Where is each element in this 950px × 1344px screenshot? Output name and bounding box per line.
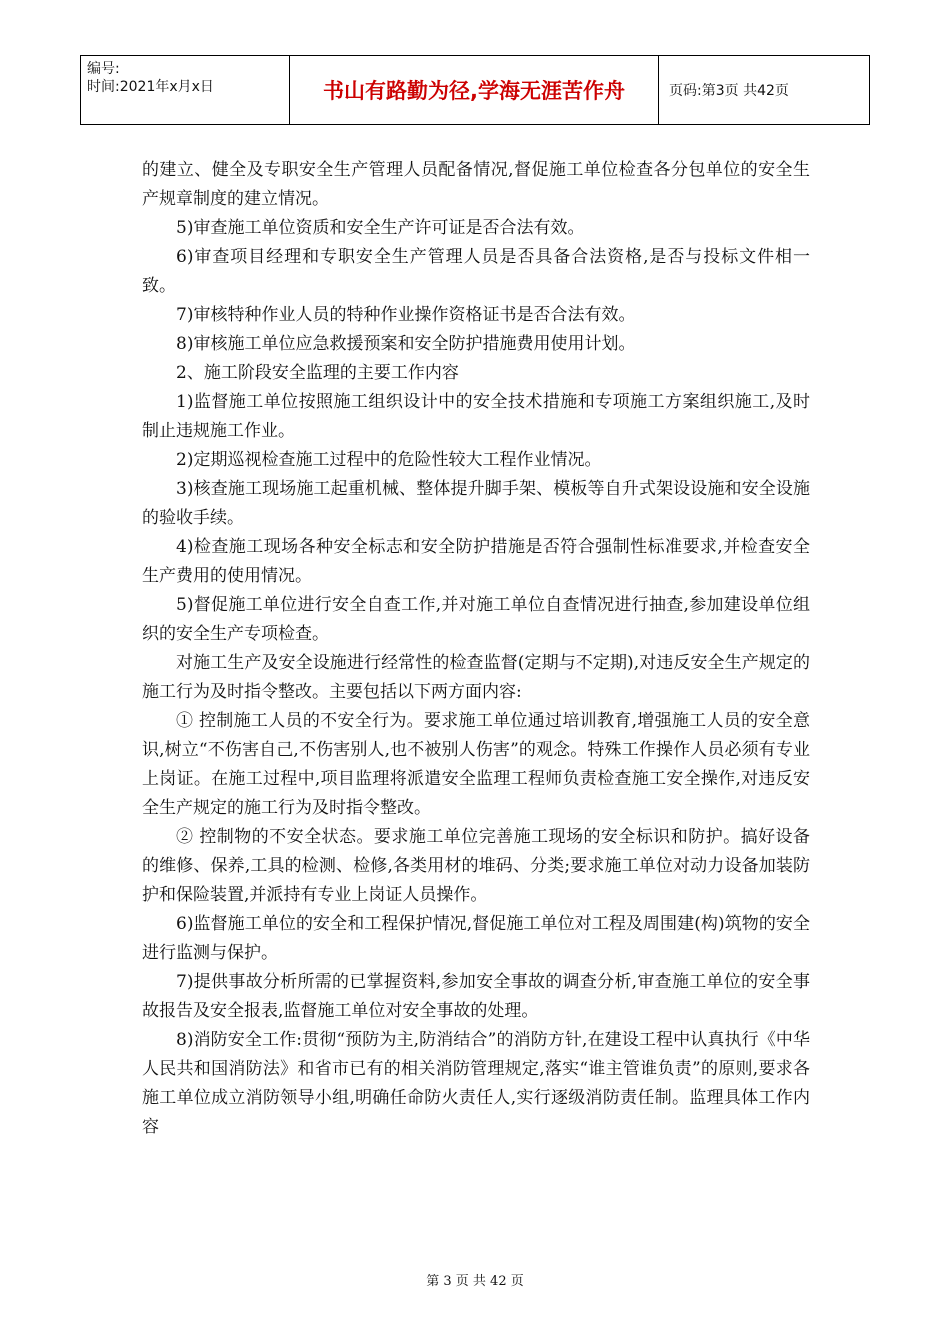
header-meta (81, 56, 290, 124)
paragraph: 的建立、健全及专职安全生产管理人员配备情况,督促施工单位检查各分包单位的安全生产规章制度的建立情况。 (142, 160, 810, 209)
paragraph: 2)定期巡视检查施工过程中的危险性较大工程作业情况。 (176, 450, 602, 470)
paragraph: 4)检查施工现场各种安全标志和安全防护措施是否符合强制性标准要求,并检查安全生产费用的使用情况。 (142, 537, 810, 586)
section-heading: 2、施工阶段安全监理的主要工作内容 (176, 363, 459, 383)
header-page-info: 页码:第3页 共42页 (669, 83, 789, 99)
paragraph: ① 控制施工人员的不安全行为。要求施工单位通过培训教育,增强施工人员的安全意识,树立“不伤害自己,不伤害别人,也不被别人伤害”的观念。特殊工作操作人员必须有专业上岗证。在施工过程中,项目监理将派遣安全监理工程师负责检查施工安全操作,对违反安全生产规定的施工行为及时指令整改。 (142, 711, 810, 818)
paragraph: 对施工生产及安全设施进行经常性的检查监督(定期与不定期),对违反安全生产规定的施工行为及时指令整改。主要包括以下两方面内容: (142, 653, 810, 702)
paragraph: 5)审查施工单位资质和安全生产许可证是否合法有效。 (176, 218, 585, 238)
paragraph: 8)消防安全工作:贯彻“预防为主,防消结合”的消防方针,在建设工程中认真执行《中华人民共和国消防法》和省市已有的相关消防管理规定,落实“谁主管谁负责”的原则,要求各施工单位成立消防领导小组,明确任命防火责任人,实行逐级消防责任制。监理具体工作内容 (142, 1030, 810, 1137)
header-motto: 书山有路勤为径,学海无涯苦作舟 (290, 56, 659, 124)
time-label: 时间:2021年x月x日 (87, 79, 214, 95)
number-label: 编号: (87, 61, 120, 77)
paragraph: 7)审核特种作业人员的特种作业操作资格证书是否合法有效。 (176, 305, 636, 325)
paragraph: 3)核查施工现场施工起重机械、整体提升脚手架、模板等自升式架设设施和安全设施的验收手续。 (142, 479, 810, 528)
paragraph: 7)提供事故分析所需的已掌握资料,参加安全事故的调查分析,审查施工单位的安全事故报告及安全报表,监督施工单位对安全事故的处理。 (142, 972, 810, 1021)
paragraph: 6)审查项目经理和专职安全生产管理人员是否具备合法资格,是否与投标文件相一致。 (142, 247, 810, 296)
paragraph: 6)监督施工单位的安全和工程保护情况,督促施工单位对工程及周围建(构)筑物的安全进行监测与保护。 (142, 914, 810, 963)
document-body (142, 156, 810, 1142)
paragraph: 5)督促施工单位进行安全自查工作,并对施工单位自查情况进行抽查,参加建设单位组织的安全生产专项检查。 (142, 595, 810, 644)
paragraph: 1)监督施工单位按照施工组织设计中的安全技术措施和专项施工方案组织施工,及时制止违规施工作业。 (142, 392, 810, 441)
paragraph: 8)审核施工单位应急救援预案和安全防护措施费用使用计划。 (176, 334, 636, 354)
paragraph: ② 控制物的不安全状态。要求施工单位完善施工现场的安全标识和防护。搞好设备的维修、保养,工具的检测、检修,各类用材的堆码、分类;要求施工单位对动力设备加装防护和保险装置,并派持有专业上岗证人员操作。 (142, 827, 810, 905)
document-header (80, 55, 870, 125)
page-footer: 第 3 页 共 42 页 (426, 1274, 524, 1289)
